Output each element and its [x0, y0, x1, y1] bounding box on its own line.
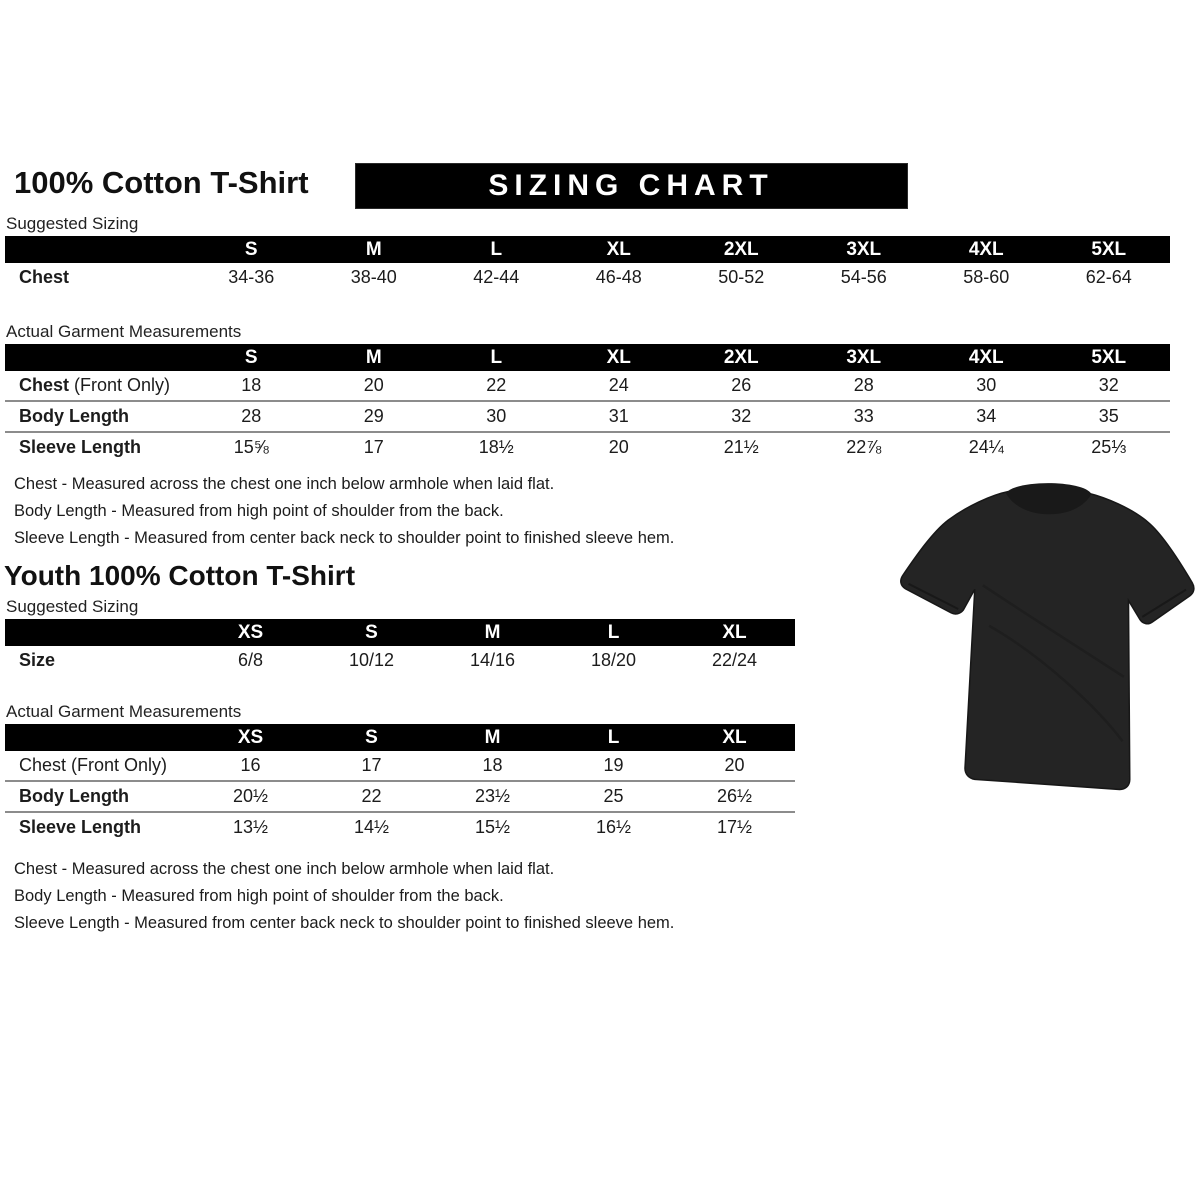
measurement-cell: 38-40 [350, 267, 397, 287]
youth-actual-measurements-table [5, 724, 795, 842]
measurement-cell: 24 [608, 375, 629, 395]
header-spacer-cell [5, 619, 190, 646]
measurement-note: Chest - Measured across the chest one inch below armhole when laid flat. [14, 860, 555, 878]
youth-section-title: Youth 100% Cotton T-Shirt [4, 560, 356, 591]
measurement-note: Chest - Measured across the chest one inch below armhole when laid flat. [14, 475, 555, 493]
measurement-cell: 46-48 [595, 267, 642, 287]
size-column-header: L [435, 344, 558, 371]
adult-actual-measurements-table [5, 344, 1170, 462]
size-column-header: S [311, 619, 432, 646]
size-column-header: XL [674, 619, 795, 646]
measurement-cell: 33 [803, 401, 926, 432]
size-column-header: L [553, 724, 674, 751]
header-spacer-cell [5, 236, 190, 263]
measurement-cell: 18/20 [590, 650, 637, 670]
size-column-header: M [432, 619, 553, 646]
row-label: Chest (Front Only) [19, 755, 168, 775]
measurement-cell: 22 [486, 375, 507, 395]
measurement-cell: 22/24 [711, 650, 758, 670]
size-column-header: M [313, 344, 436, 371]
size-column-header: S [311, 724, 432, 751]
page-title: 100% Cotton T-Shirt [14, 165, 309, 200]
size-column-header: S [190, 344, 313, 371]
size-header-row [5, 344, 1170, 371]
size-column-header: XL [558, 344, 681, 371]
measurement-cell: 50-52 [718, 267, 765, 287]
size-column-header: L [553, 619, 674, 646]
measurement-row [5, 812, 795, 842]
size-column-header: 4XL [925, 236, 1048, 263]
measurement-row [5, 781, 795, 812]
measurement-row [5, 646, 795, 675]
size-header-row [5, 236, 1170, 263]
measurement-cell: 32 [680, 401, 803, 432]
size-column-header: XS [190, 724, 311, 751]
measurement-note: Sleeve Length - Measured from center back neck to shoulder point to finished sleeve hem. [14, 914, 675, 932]
measurement-cell: 18 [241, 375, 262, 395]
row-label: Sleeve Length [5, 432, 190, 462]
size-column-header: 5XL [1048, 236, 1171, 263]
size-column-header: XL [674, 724, 795, 751]
size-column-header: L [435, 236, 558, 263]
header-spacer-cell [5, 344, 190, 371]
measurement-cell: 29 [313, 401, 436, 432]
measurement-note: Body Length - Measured from high point of shoulder from the back. [14, 887, 504, 905]
measurement-cell: 14/16 [469, 650, 516, 670]
header-spacer-cell [5, 724, 190, 751]
measurement-cell: 22 [311, 781, 432, 812]
sizing-chart-banner: SIZING CHART [355, 163, 908, 209]
size-column-header: 2XL [680, 236, 803, 263]
measurement-row [5, 263, 1170, 292]
measurement-row [5, 401, 1170, 432]
size-header-row [5, 724, 795, 751]
measurement-cell: 16½ [553, 812, 674, 842]
measurement-cell: 30 [976, 375, 997, 395]
measurement-cell: 25⅓ [1048, 432, 1171, 462]
measurement-cell: 15⅝ [190, 432, 313, 462]
row-label: Body Length [5, 401, 190, 432]
measurement-cell: 62-64 [1085, 267, 1132, 287]
measurement-row [5, 432, 1170, 462]
measurement-cell: 20½ [190, 781, 311, 812]
measurement-note: Sleeve Length - Measured from center back neck to shoulder point to finished sleeve hem. [14, 529, 675, 547]
measurement-cell: 30 [435, 401, 558, 432]
measurement-cell: 21½ [680, 432, 803, 462]
measurement-cell: 14½ [311, 812, 432, 842]
youth-suggested-sizing-table [5, 619, 795, 675]
measurement-cell: 18 [482, 755, 503, 775]
measurement-cell: 17 [313, 432, 436, 462]
black-tshirt-icon [893, 476, 1195, 818]
measurement-row [5, 751, 795, 781]
measurement-cell: 54-56 [840, 267, 887, 287]
row-label: Chest (Front Only) [19, 375, 171, 395]
youth-suggested-sizing-label: Suggested Sizing [6, 597, 139, 616]
measurement-cell: 58-60 [963, 267, 1010, 287]
measurement-cell: 24¼ [925, 432, 1048, 462]
row-label: Sleeve Length [5, 812, 190, 842]
measurement-cell: 19 [603, 755, 624, 775]
measurement-cell: 42-44 [473, 267, 520, 287]
measurement-cell: 26½ [674, 781, 795, 812]
size-column-header: M [313, 236, 436, 263]
row-label: Size [19, 650, 56, 670]
size-header-row [5, 619, 795, 646]
youth-measurement-notes [14, 856, 1200, 937]
measurement-cell: 34-36 [228, 267, 275, 287]
measurement-cell: 20 [558, 432, 681, 462]
measurement-cell: 6/8 [237, 650, 264, 670]
measurement-cell: 10/12 [348, 650, 395, 670]
size-column-header: 5XL [1048, 344, 1171, 371]
measurement-cell: 23½ [432, 781, 553, 812]
measurement-cell: 22⅞ [803, 432, 926, 462]
size-column-header: 3XL [803, 344, 926, 371]
measurement-cell: 18½ [435, 432, 558, 462]
measurement-row [5, 371, 1170, 401]
measurement-cell: 35 [1048, 401, 1171, 432]
youth-actual-measurements-label: Actual Garment Measurements [6, 702, 242, 721]
size-column-header: XL [558, 236, 681, 263]
measurement-cell: 17 [361, 755, 382, 775]
title-row [0, 163, 1200, 211]
measurement-cell: 31 [558, 401, 681, 432]
tshirt-product-image [893, 476, 1195, 818]
measurement-cell: 28 [190, 401, 313, 432]
measurement-cell: 25 [553, 781, 674, 812]
measurement-cell: 20 [724, 755, 745, 775]
adult-suggested-sizing-table [5, 236, 1170, 292]
measurement-cell: 32 [1098, 375, 1119, 395]
size-column-header: S [190, 236, 313, 263]
adult-actual-measurements-label: Actual Garment Measurements [6, 322, 242, 341]
size-column-header: M [432, 724, 553, 751]
size-column-header: 3XL [803, 236, 926, 263]
measurement-cell: 20 [363, 375, 384, 395]
measurement-cell: 26 [731, 375, 752, 395]
size-column-header: XS [190, 619, 311, 646]
adult-suggested-sizing-label: Suggested Sizing [6, 214, 139, 233]
row-label: Chest [19, 267, 70, 287]
measurement-cell: 16 [240, 755, 261, 775]
measurement-cell: 28 [853, 375, 874, 395]
measurement-cell: 13½ [190, 812, 311, 842]
measurement-note: Body Length - Measured from high point of shoulder from the back. [14, 502, 504, 520]
size-column-header: 2XL [680, 344, 803, 371]
measurement-cell: 34 [925, 401, 1048, 432]
row-label: Body Length [5, 781, 190, 812]
measurement-cell: 15½ [432, 812, 553, 842]
measurement-cell: 17½ [674, 812, 795, 842]
size-column-header: 4XL [925, 344, 1048, 371]
